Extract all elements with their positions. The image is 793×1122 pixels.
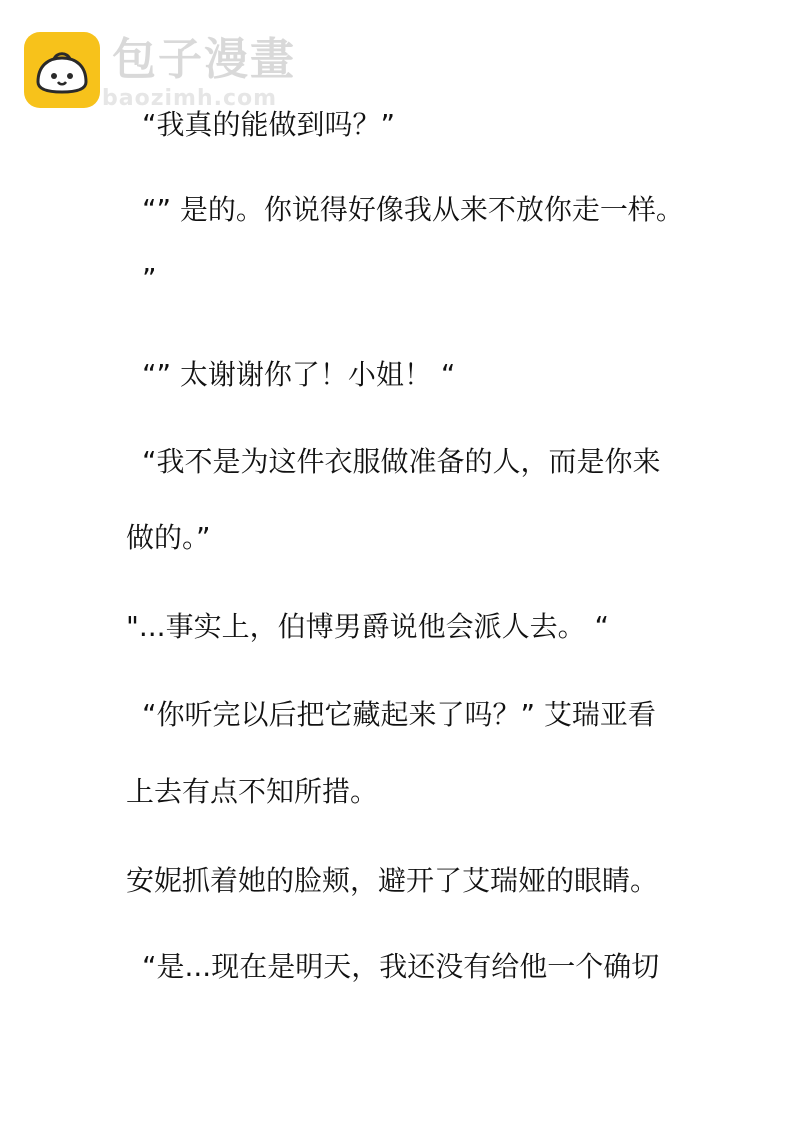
text-line: ”: [142, 262, 157, 295]
text-line: "...事实上，伯博男爵说他会派人去。 “: [126, 610, 609, 643]
text-line: “是...现在是明天，我还没有给他一个确切: [142, 950, 660, 983]
watermark-logo: [24, 32, 324, 112]
watermark-url: baozimh.com: [102, 86, 278, 111]
text-line: 做的。”: [126, 521, 211, 554]
text-line: “我不是为这件衣服做准备的人，而是你来: [142, 445, 661, 478]
text-line: “” 太谢谢你了！小姐！ “: [142, 358, 456, 391]
text-line: “” 是的。你说得好像我从来不放你走一样。: [142, 193, 684, 226]
text-line: 安妮抓着她的脸颊，避开了艾瑞娅的眼睛。: [126, 864, 659, 897]
text-line: 上去有点不知所措。: [126, 775, 379, 808]
watermark-title: 包子漫畫: [112, 34, 296, 85]
text-line: “你听完以后把它藏起来了吗？” 艾瑞亚看: [142, 698, 656, 731]
bun-mascot-icon: [24, 32, 100, 108]
text-line: “我真的能做到吗？”: [142, 108, 396, 141]
